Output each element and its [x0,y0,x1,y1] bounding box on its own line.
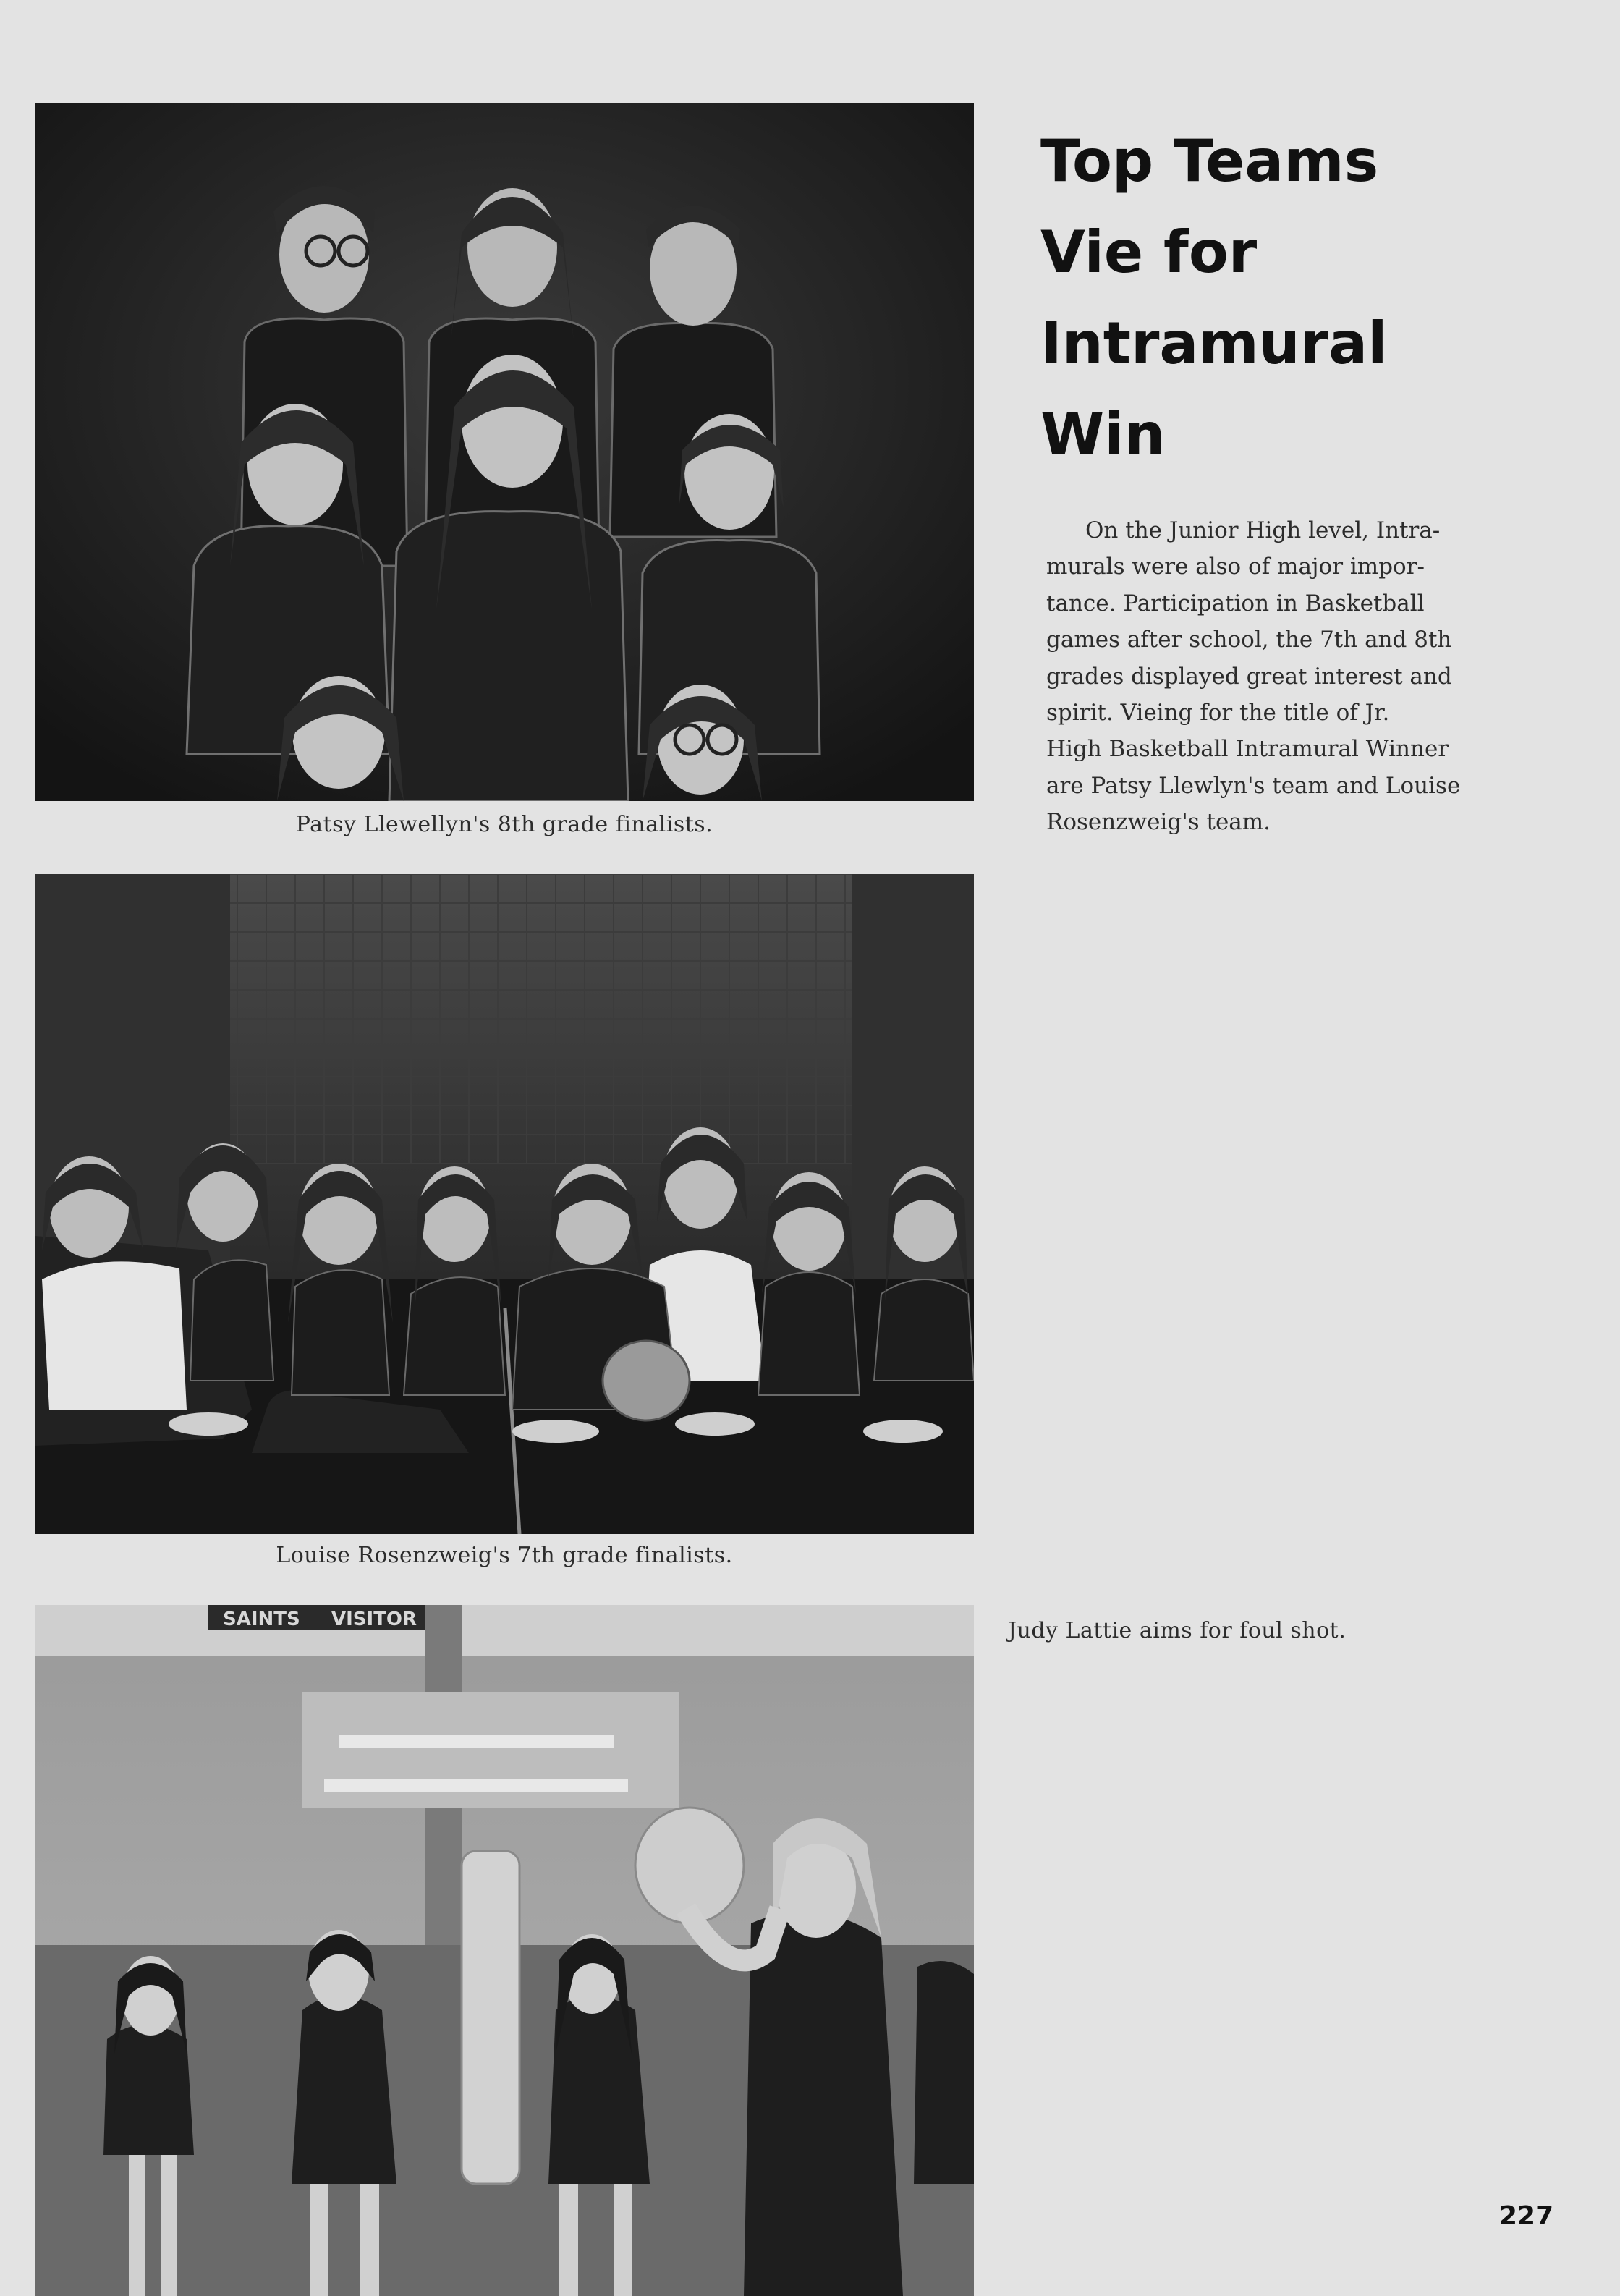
article-headline [1040,116,1388,480]
article-line: spirit. Vieing for the title of Jr. [1046,700,1390,726]
gym-action-image [35,1605,974,2296]
article-line: murals were also of major impor- [1046,554,1425,580]
basketball-icon [603,1341,690,1420]
photo-caption: Patsy Llewellyn's 8th grade finalists. [295,812,713,837]
headline-line: Top Teams [1040,127,1379,195]
article-line: are Patsy Llewlyn's team and Louise [1046,772,1461,799]
article-body [1046,512,1509,841]
basketball-icon [635,1808,744,1923]
scoreboard-visitor-label: VISITOR [331,1609,417,1630]
article-line: grades displayed great interest and [1046,663,1452,690]
headline-line: Win [1040,401,1166,468]
headline-line: Vie for [1040,219,1258,286]
photo-caption: Judy Lattie aims for foul shot. [1008,1618,1347,1643]
article-line: games after school, the 7th and 8th [1046,627,1452,653]
article-line: Rosenzweig's team. [1046,809,1271,836]
photo-7th-grade-team [35,874,974,1534]
photo-caption: Louise Rosenzweig's 7th grade finalists. [276,1543,733,1568]
article-line: tance. Participation in Basketball [1046,590,1425,617]
article-line: On the Junior High level, Intra- [1085,517,1441,543]
page-number: 227 [1499,2201,1554,2231]
article-line: High Basketball Intramural Winner [1046,736,1449,763]
photo-foul-shot [35,1605,974,2296]
headline-line: Intramural [1040,310,1388,377]
team-seated-image [35,874,974,1534]
team-portrait-image [35,103,974,801]
photo-8th-grade-team [35,103,974,801]
scoreboard-home-label: SAINTS [223,1609,300,1630]
